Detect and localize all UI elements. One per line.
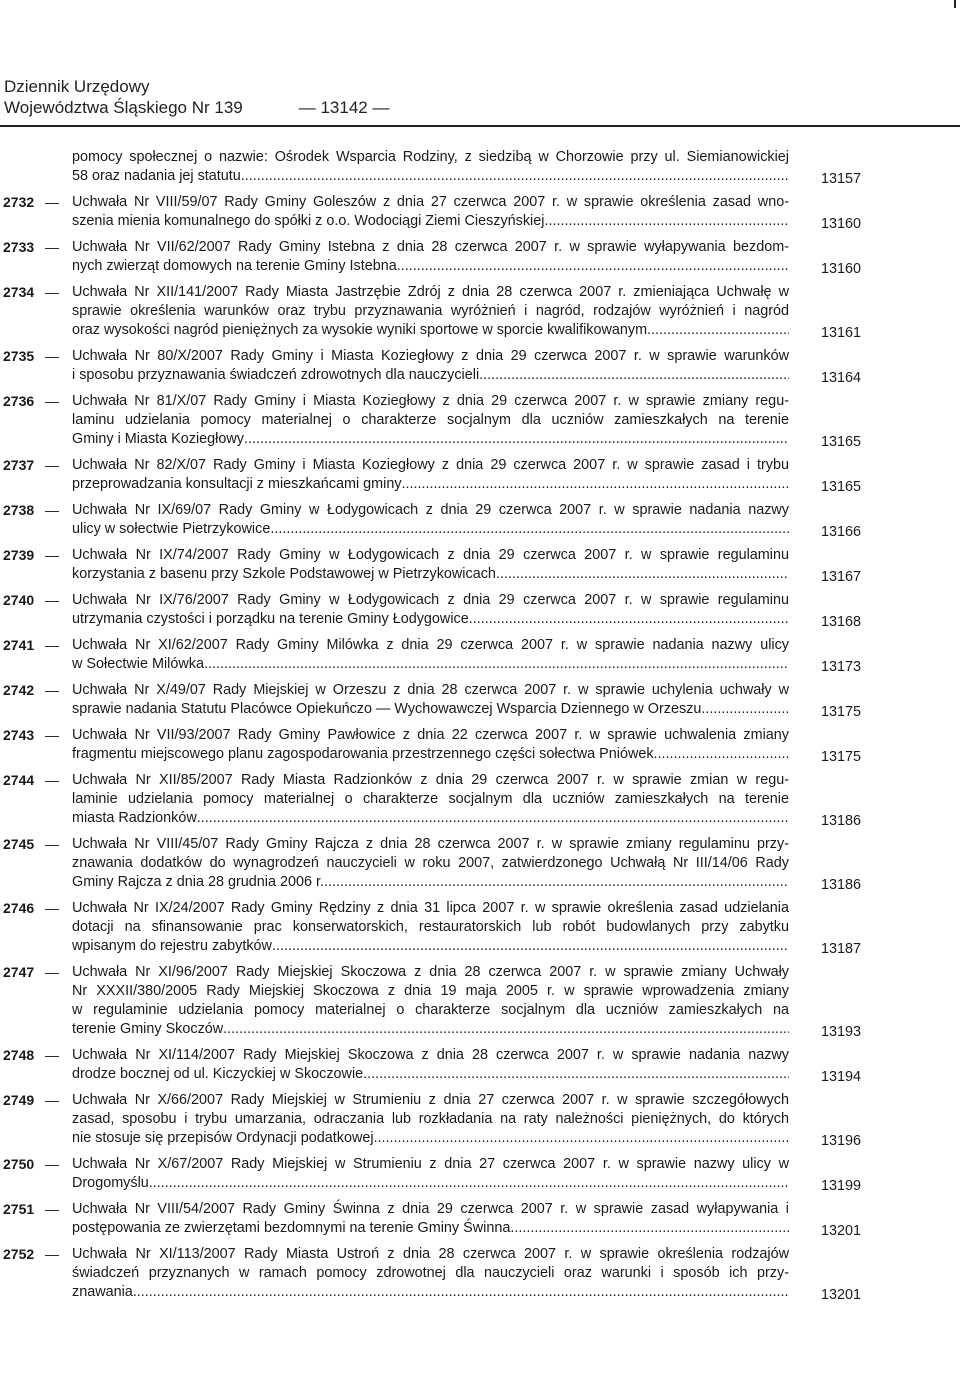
entry-title-line: postępowania ze zwierzętami bezdomnymi na terenie Gminy Świnna [72,1220,511,1236]
toc-entry [0,771,960,828]
entry-number: 2748 [3,1047,35,1063]
entry-number: 2744 [3,772,35,788]
entry-page-number: 13160 [821,261,862,277]
entry-number: 2739 [3,547,35,563]
toc-entry [0,1200,960,1238]
entry-number: 2750 [3,1156,35,1172]
entry-dash: — [45,393,59,409]
entry-title-line: laminie udzielania pomocy materialnej o charakterze socjalnym dla uczniów zamieszkałych na terenie [72,791,789,807]
entry-page-number: 13194 [821,1069,862,1085]
dot-leader [647,321,789,340]
entry-title-line: ulicy w sołectwie Pietrzykowice [72,521,271,537]
entry-number: 2746 [3,900,35,916]
entry-title-line: korzystania z basenu przy Szkole Podstawowej w Pietrzykowicach [72,566,496,582]
entry-title-line: Uchwała Nr 82/X/07 Rady Gminy i Miasta Koziegłowy z dnia 29 czerwca 2007 r. w sprawie zasad i trybu [72,457,789,473]
entry-number: 2742 [3,682,35,698]
entry-title-line: Uchwała Nr VII/62/2007 Rady Gminy Istebna z dnia 28 czerwca 2007 r. w sprawie wyłapywania bezdom- [72,239,789,255]
entry-title-last-line [72,366,789,385]
toc-entry [0,392,960,449]
entry-title-line: Uchwała Nr XI/114/2007 Rady Miejskiej Skoczowa z dnia 28 czerwca 2007 r. w sprawie nadania nazwy [72,1047,789,1063]
entry-page-number: 13175 [821,704,862,720]
entry-title-line: znawania [72,1284,133,1300]
dot-leader [654,745,789,764]
entry-title [72,1091,789,1148]
dot-leader [270,520,789,539]
entry-title [72,283,789,340]
entry-title-last-line [72,1219,789,1238]
entry-title [72,771,789,828]
entry-number: 2736 [3,393,35,409]
entry-title [72,636,789,674]
entry-title-line: Uchwała Nr VIII/45/07 Rady Gminy Rajcza z dnia 28 czerwca 2007 r. w sprawie zmiany regulaminu przy- [72,836,789,852]
entry-title-line: fragmentu miejscowego planu zagospodarowania przestrzennego części sołectwa Pniówek [72,746,654,762]
page-header [4,76,389,118]
entry-title-last-line [72,1129,789,1148]
toc-entry [0,501,960,539]
entry-title [72,1200,789,1238]
entry-title-line: zasad, sposobu i trybu umarzania, odraczania lub rozkładania na raty należności pieniężnych, do których [72,1111,789,1127]
entry-title-last-line [72,430,789,449]
entry-title [72,456,789,494]
entry-title-line: oraz wysokości nagród pieniężnych za wysokie wyniki sportowe w sporcie kwalifikowanym [72,322,648,338]
entry-title-line: Uchwała Nr IX/69/07 Rady Gminy w Łodygowicach z dnia 29 czerwca 2007 r. w sprawie nadania nazwy [72,502,789,518]
corner-crop-mark [954,0,960,8]
entry-title-last-line [72,1020,789,1039]
entry-page-number: 13186 [821,813,862,829]
entry-title-line: utrzymania czystości i porządku na terenie Gminy Łodygowice [72,611,469,627]
table-of-contents [0,148,960,1302]
entry-title [72,238,789,276]
dot-leader [204,655,789,674]
entry-dash: — [45,1156,59,1172]
entry-title-line: Uchwała Nr XI/113/2007 Rady Miasta Ustroń z dnia 28 czerwca 2007 r. w sprawie określenia rodzajów [72,1246,789,1262]
entry-title-line: Uchwała Nr X/66/2007 Rady Miejskiej w Strumieniu z dnia 27 czerwca 2007 r. w sprawie szczegółowych [72,1092,789,1108]
entry-title-line: sprawie nadania Statutu Placówce Opiekuńczo — Wychowawczej Wsparcia Dziennego w Orzeszu [72,701,702,717]
entry-number: 2743 [3,727,35,743]
dot-leader [149,1174,789,1193]
entry-dash: — [45,592,59,608]
entry-dash: — [45,1047,59,1063]
entry-number: 2733 [3,239,35,255]
journal-title: Dziennik Urzędowy [4,77,150,96]
entry-title-line: miasta Radzionków [72,810,197,826]
entry-dash: — [45,964,59,980]
dot-leader [272,937,789,956]
page-number: — 13142 — [298,98,390,117]
entry-number: 2749 [3,1092,35,1108]
dot-leader [363,1065,789,1084]
entry-title-line: szenia mienia komunalnego do spółki z o.o. Wodociągi Ziemi Cieszyńskiej [72,213,545,229]
journal-subtitle-row [4,97,389,118]
entry-title-line: Uchwała Nr IX/76/2007 Rady Gminy w Łodygowicach z dnia 29 czerwca 2007 r. w sprawie regulaminu [72,592,789,608]
dot-leader [133,1283,789,1302]
toc-entry [0,1245,960,1302]
entry-title [72,148,789,186]
entry-dash: — [45,1201,59,1217]
entry-dash: — [45,284,59,300]
entry-title-line: i sposobu przyznawania świadczeń zdrowotnych dla nauczycieli [72,367,480,383]
dot-leader [397,257,789,276]
entry-title-line: nych zwierząt domowych na terenie Gminy Istebna [72,258,397,274]
entry-title-line: Uchwała Nr XI/96/2007 Rady Miejskiej Skoczowa z dnia 28 czerwca 2007 r. w sprawie zmiany Uchwały [72,964,789,980]
journal-issue: Województwa Śląskiego Nr 139 [4,98,243,117]
toc-entry [0,546,960,584]
entry-title-line: Uchwała Nr X/67/2007 Rady Miejskiej w Strumieniu z dnia 27 czerwca 2007 r. w sprawie nazwy ulicy w [72,1156,789,1172]
entry-page-number: 13201 [821,1223,862,1239]
entry-title-line: laminu udzielania pomocy materialnej o charakterze socjalnym dla uczniów zamieszkałych na terenie [72,412,789,428]
entry-title [72,1245,789,1302]
entry-title-line: Uchwała Nr VIII/59/07 Rady Gminy Goleszów z dnia 27 czerwca 2007 r. w sprawie określenia zasad wno- [72,194,789,210]
entry-title [72,546,789,584]
entry-number: 2740 [3,592,35,608]
entry-title [72,591,789,629]
toc-entry [0,835,960,892]
entry-title [72,392,789,449]
entry-title-line: drodze bocznej od ul. Kiczyckiej w Skoczowie [72,1066,364,1082]
entry-title [72,1046,789,1084]
entry-page-number: 13168 [821,614,862,630]
entry-title [72,501,789,539]
entry-title-line: znawania dodatków do wynagrodzeń nauczycieli w roku 2007, zatwierdzonego Uchwałą Nr III/14/06 Rady [72,855,789,871]
entry-page-number: 13167 [821,569,862,585]
entry-number: 2732 [3,194,35,210]
entry-title-last-line [72,475,789,494]
entry-dash: — [45,194,59,210]
entry-title-last-line [72,745,789,764]
entry-title-line: w Sołectwie Milówka [72,656,204,672]
toc-entry [0,347,960,385]
entry-page-number: 13157 [821,171,862,187]
toc-entry [0,591,960,629]
entry-dash: — [45,1246,59,1262]
dot-leader [241,167,789,186]
entry-title-last-line [72,167,789,186]
entry-number: 2751 [3,1201,35,1217]
entry-title-line: dotacji na sfinansowanie prac konserwatorskich, restauratorskich lub robót budowlanych przy zabytku [72,919,789,935]
entry-title-line: Uchwała Nr VII/93/2007 Rady Gminy Pawłowice z dnia 22 czerwca 2007 r. w sprawie uchwalenia zmiany [72,727,789,743]
dot-leader [244,430,789,449]
entry-title-last-line [72,321,789,340]
dot-leader [469,610,789,629]
entry-number: 2735 [3,348,35,364]
entry-page-number: 13193 [821,1024,862,1040]
entry-page-number: 13201 [821,1287,862,1303]
entry-number: 2738 [3,502,35,518]
entry-dash: — [45,547,59,563]
entry-title-line: Gminy i Miasta Koziegłowy [72,431,244,447]
dot-leader [544,212,789,231]
entry-title-last-line [72,257,789,276]
entry-title-line: 58 oraz nadania jej statutu [72,168,241,184]
toc-entry [0,456,960,494]
entry-number: 2741 [3,637,35,653]
dot-leader [479,366,789,385]
entry-title [72,347,789,385]
entry-title-last-line [72,809,789,828]
entry-title-line: sprawie określenia warunków oraz trybu przyznawania wyróżnień i nagród, rodzajów wyróżnień i nagród [72,303,789,319]
toc-entry [0,726,960,764]
entry-dash: — [45,772,59,788]
entry-title [72,835,789,892]
entry-dash: — [45,457,59,473]
entry-dash [45,148,72,186]
toc-entry [0,238,960,276]
entry-page-number: 13187 [821,941,862,957]
toc-entry [0,963,960,1039]
entry-title-line: Uchwała Nr XII/141/2007 Rady Miasta Jastrzębie Zdrój z dnia 28 czerwca 2007 r. zmieniająca Uchwałę w [72,284,789,300]
entry-title-last-line [72,212,789,231]
entry-title-line: Drogomyślu [72,1175,149,1191]
toc-entry [0,1155,960,1193]
entry-dash: — [45,502,59,518]
entry-title-line: terenie Gminy Skoczów [72,1021,224,1037]
entry-title [72,193,789,231]
entry-title-line: nie stosuje się przepisów Ordynacji podatkowej [72,1130,374,1146]
entry-dash: — [45,239,59,255]
entry-title-line: w regulaminie udzielania pomocy materialnej o charakterze socjalnym dla uczniów zamieszkałych na [72,1002,789,1018]
entry-title [72,726,789,764]
entry-title-line: wpisanym do rejestru zabytków [72,938,272,954]
toc-entry [0,899,960,956]
entry-title-line: Uchwała Nr IX/24/2007 Rady Gminy Rędziny z dnia 31 lipca 2007 r. w sprawie określenia zasad udzielania [72,900,789,916]
entry-title-last-line [72,655,789,674]
entry-page-number: 13161 [821,325,862,341]
entry-title-last-line [72,565,789,584]
dot-leader [197,809,789,828]
entry-title-line: Uchwała Nr 81/X/07 Rady Gminy i Miasta Koziegłowy z dnia 29 czerwca 2007 r. w sprawie zmiany regu- [72,393,789,409]
entry-title [72,963,789,1039]
dot-leader [402,475,789,494]
entry-dash: — [45,836,59,852]
entry-page-number: 13165 [821,434,862,450]
entry-number: 2745 [3,836,35,852]
toc-entry [0,193,960,231]
entry-title-last-line [72,1065,789,1084]
entry-page-number: 13165 [821,479,862,495]
entry-number: 2752 [3,1246,35,1262]
entry-title-last-line [72,1283,789,1302]
dot-leader [510,1219,789,1238]
entry-title-last-line [72,520,789,539]
entry-title-line: Nr XXXII/380/2005 Rady Miejskiej Skoczowa z dnia 19 maja 2005 r. w sprawie wprowadzenia zmiany [72,983,789,999]
entry-title-line: Uchwała Nr XII/85/2007 Rady Miasta Radzionków z dnia 29 czerwca 2007 r. w sprawie zmian w regu- [72,772,789,788]
entry-title-line: Uchwała Nr 80/X/2007 Rady Gminy i Miasta Koziegłowy z dnia 29 czerwca 2007 r. w sprawie warunków [72,348,789,364]
entry-title-line: pomocy społecznej o nazwie: Ośrodek Wsparcia Rodziny, z siedzibą w Chorzowie przy ul. Siemianowickiej [72,149,789,165]
dot-leader [496,565,789,584]
entry-page-number: 13186 [821,877,862,893]
entry-dash: — [45,900,59,916]
entry-number: 2737 [3,457,35,473]
entry-number: 2734 [3,284,35,300]
entry-title-line: przeprowadzania konsultacji z mieszkańcami gminy [72,476,402,492]
toc-entry [0,1091,960,1148]
toc-entry [0,148,960,186]
entry-title-line: Gminy Rajcza z dnia 28 grudnia 2006 r. [72,874,324,890]
entry-page-number: 13199 [821,1178,862,1194]
dot-leader [324,873,789,892]
toc-entry [0,283,960,340]
entry-dash: — [45,682,59,698]
entry-title [72,899,789,956]
header-rule [0,125,960,127]
entry-title-last-line [72,610,789,629]
entry-title-last-line [72,700,789,719]
entry-number [0,148,45,186]
toc-entry [0,681,960,719]
entry-number: 2747 [3,964,35,980]
dot-leader [701,700,789,719]
entry-title-last-line [72,937,789,956]
dot-leader [374,1129,789,1148]
entry-page-number: 13196 [821,1133,862,1149]
entry-title-last-line [72,1174,789,1193]
entry-title-line: Uchwała Nr VIII/54/2007 Rady Gminy Świnna z dnia 29 czerwca 2007 r. w sprawie zasad wyłapywania i [72,1201,789,1217]
entry-dash: — [45,727,59,743]
dot-leader [223,1020,789,1039]
entry-title [72,681,789,719]
entry-title-last-line [72,873,789,892]
entry-title-line: Uchwała Nr IX/74/2007 Rady Gminy w Łodygowicach z dnia 29 czerwca 2007 r. w sprawie regulaminu [72,547,789,563]
entry-page-number: 13175 [821,749,862,765]
toc-entry [0,1046,960,1084]
entry-page-number: 13173 [821,659,862,675]
entry-title-line: świadczeń przyznanych w ramach pomocy zdrowotnej dla nauczycieli oraz warunki i sposób ich przy- [72,1265,789,1281]
entry-title-line: Uchwała Nr XI/62/2007 Rady Gminy Milówka z dnia 29 czerwca 2007 r. w sprawie nadania nazwy ulicy [72,637,789,653]
entry-dash: — [45,637,59,653]
entry-dash: — [45,348,59,364]
entry-dash: — [45,1092,59,1108]
toc-entry [0,636,960,674]
entry-page-number: 13166 [821,524,862,540]
entry-title-line: Uchwała Nr X/49/07 Rady Miejskiej w Orzeszu z dnia 28 czerwca 2007 r. w sprawie uchylenia uchwały w [72,682,789,698]
entry-title [72,1155,789,1193]
entry-page-number: 13160 [821,216,862,232]
entry-page-number: 13164 [821,370,862,386]
